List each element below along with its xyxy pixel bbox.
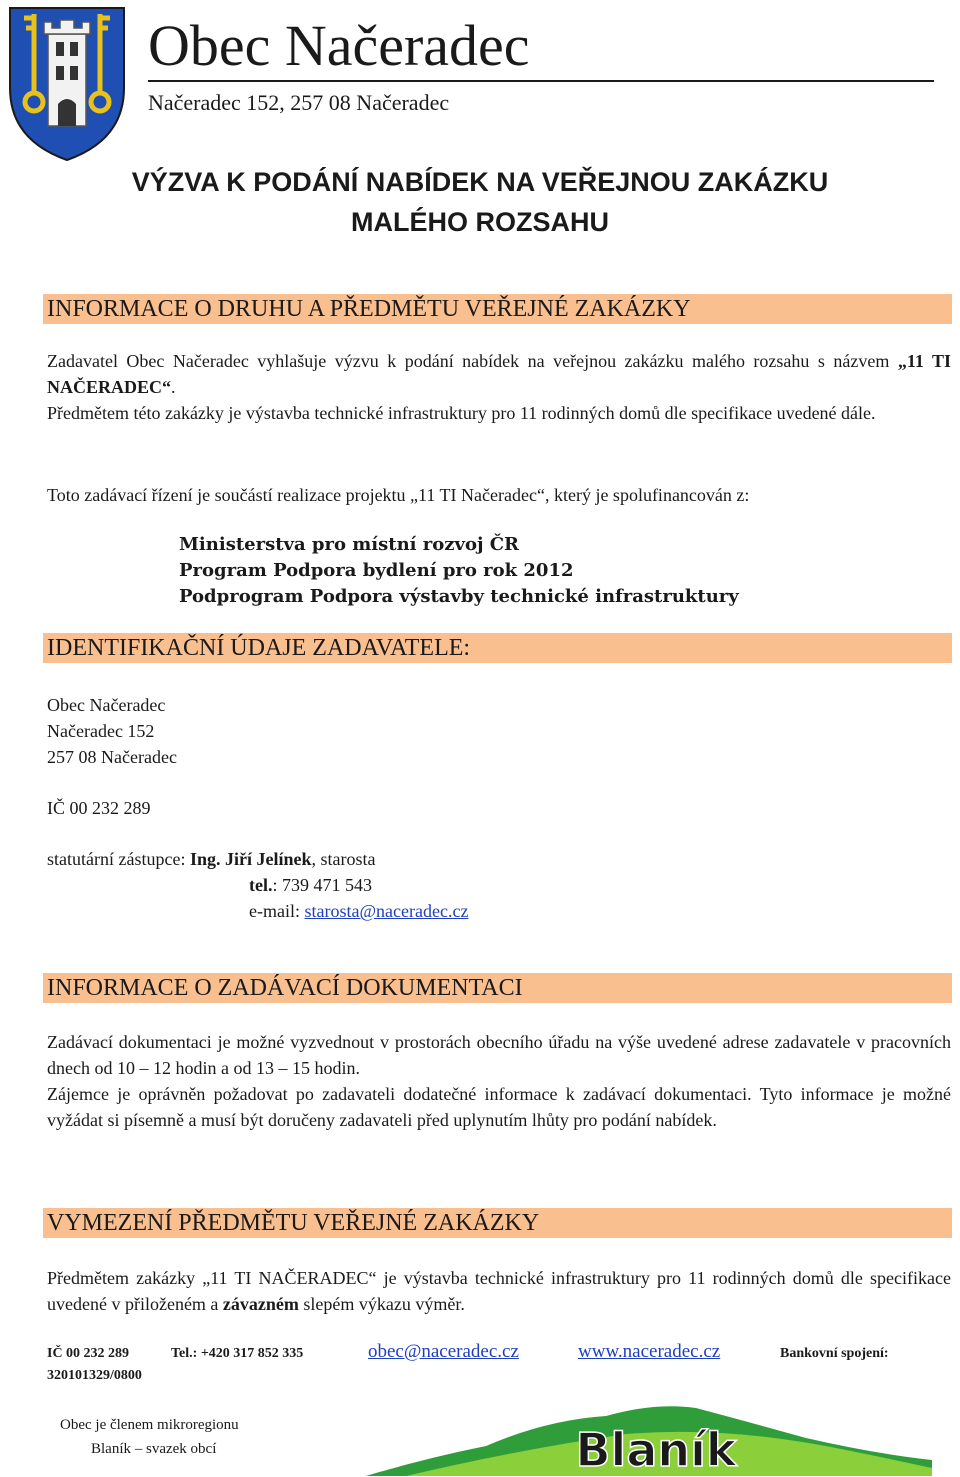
representative-email-row: e-mail: starosta@naceradec.cz xyxy=(249,901,469,921)
contract-name: „11 TI NAČERADEC“ xyxy=(47,351,951,397)
funding-intro: Toto zadávací řízení je součástí realizace projektu „11 TI Načeradec“, který je spolufinancován z: xyxy=(47,485,750,505)
footer-email-link[interactable]: obec@naceradec.cz xyxy=(368,1341,519,1362)
document-title-line2: MALÉHO ROZSAHU xyxy=(351,207,609,237)
footer-bank-label: Bankovní spojení: xyxy=(780,1346,889,1361)
footer-account: 320101329/0800 xyxy=(47,1368,142,1383)
coat-of-arms-icon xyxy=(4,4,130,164)
funding-line-3: Podprogram Podpora výstavby technické infrastruktury xyxy=(179,586,739,607)
intro-text: Zadavatel Obec Načeradec vyhlašuje výzvu k podání nabídek na veřejnou zakázku malého rozsahu s názvem „11 TI NAČERADEC“. xyxy=(47,351,951,397)
contracting-authority-ic: IČ 00 232 289 xyxy=(47,798,151,818)
membership-text-line1: Obec je členem mikroregionu xyxy=(60,1417,239,1433)
contracting-authority-name: Obec Načeradec xyxy=(47,695,166,715)
documentation-paragraph xyxy=(47,1029,951,1133)
contracting-authority-city: 257 08 Načeradec xyxy=(47,747,177,767)
footer-phone: Tel.: +420 317 852 335 xyxy=(171,1346,304,1361)
membership-text-line2: Blaník – svazek obcí xyxy=(91,1441,217,1457)
representative-email-link[interactable]: starosta@naceradec.cz xyxy=(304,901,469,921)
footer-web-link[interactable]: www.naceradec.cz xyxy=(578,1341,721,1362)
org-address: Načeradec 152, 257 08 Načeradec xyxy=(148,90,450,115)
header-divider xyxy=(148,80,934,82)
org-name: Obec Načeradec xyxy=(148,13,530,78)
representative-phone: tel.: 739 471 543 xyxy=(249,875,372,895)
footer-ic: IČ 00 232 289 xyxy=(47,1346,130,1361)
blanik-logo xyxy=(366,1398,932,1476)
documentation-pickup-text: Zadávací dokumentaci je možné vyzvednout v prostorách obecního úřadu na výše uvedené adrese zadavatele v pracovních dnech od 10 – 12 hodin a od 13 – 15 hodin. xyxy=(47,1032,951,1078)
subject-text: Předmětem této zakázky je výstavba technické infrastruktury pro 11 rodinných domů dle specifikace uvedené dále. xyxy=(47,403,876,423)
scope-paragraph xyxy=(47,1265,951,1317)
section-heading-documentation: INFORMACE O ZADÁVACÍ DOKUMENTACI xyxy=(47,975,523,1001)
funding-line-2: Program Podpora bydlení pro rok 2012 xyxy=(179,560,574,581)
scope-text: Předmětem zakázky „11 TI NAČERADEC“ je výstavba technické infrastruktury pro 11 rodinných domů dle specifikace uvedené v přiloženém a závazném slepém výkazu výměr. xyxy=(47,1268,951,1314)
section-heading-info: INFORMACE O DRUHU A PŘEDMĚTU VEŘEJNÉ ZAKÁZKY xyxy=(47,296,691,322)
section-heading-scope: VYMEZENÍ PŘEDMĚTU VEŘEJNÉ ZAKÁZKY xyxy=(47,1210,540,1236)
section-heading-identification: IDENTIFIKAČNÍ ÚDAJE ZADAVATELE: xyxy=(47,635,471,661)
documentation-info-text: Zájemce je oprávněn požadovat po zadavateli dodatečné informace k zadávací dokumentaci. Tyto informace je možné vyžádat si písemně a musí být doručeny zadavateli před uplynutím lhůty pro podání nabídek. xyxy=(47,1084,951,1130)
contracting-authority-street: Načeradec 152 xyxy=(47,721,155,741)
intro-paragraph xyxy=(47,348,951,426)
representative-name: Jiří Jelínek xyxy=(224,849,312,869)
funding-line-1: Ministerstva pro místní rozvoj ČR xyxy=(179,534,520,555)
statutory-representative: statutární zástupce: Ing. Jiří Jelínek, starosta xyxy=(47,849,376,869)
document-title-line1: VÝZVA K PODÁNÍ NABÍDEK NA VEŘEJNOU ZAKÁZKU xyxy=(131,167,829,197)
blanik-logo-text: Blaník xyxy=(575,1423,737,1476)
